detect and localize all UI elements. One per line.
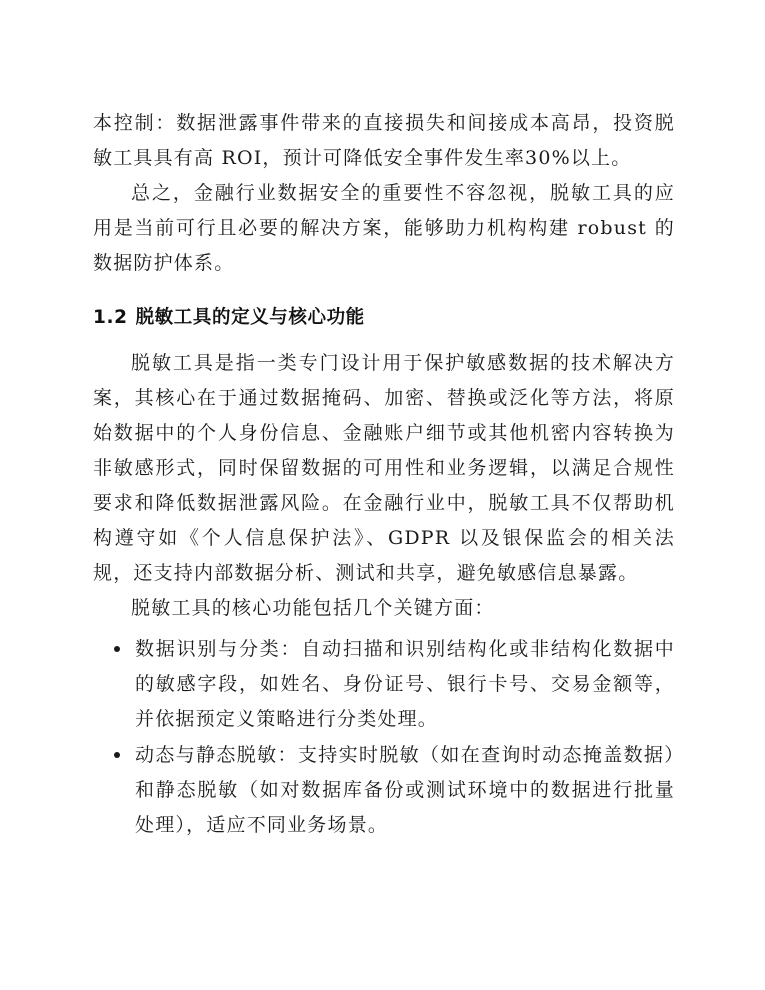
paragraph-core-functions-intro: 脱敏工具的核心功能包括几个关键方面： — [131, 597, 495, 619]
core-functions-list — [93, 632, 675, 843]
list-item — [93, 738, 675, 843]
paragraph-definition: 脱敏工具是指一类专门设计用于保护敏感数据的技术解决方案，其核心在于通过数据掩码、加密、替换或泛化等方法，将原始数据中的个人身份信息、金融账户细节或其他机密内容转换为非敏感形式，同时保留数据的可用性和业务逻辑，以满足合规性要求和降低数据泄露风险。在金融行业中，脱敏工具不仅帮助机构遵守如《个人信息保护法》、GDPR 以及银保监会的相关法规，还支持内部数据分析、测试和共享，避免敏感信息暴露。 — [93, 352, 675, 584]
section-heading-wrap — [93, 281, 675, 346]
bullet-dot-icon — [114, 752, 120, 758]
section-heading — [93, 300, 675, 335]
list-item — [93, 632, 675, 737]
bullet-dot-icon — [114, 646, 120, 652]
paragraph-conclusion: 总之，金融行业数据安全的重要性不容忽视，脱敏工具的应用是当前可行且必要的解决方案，能够助力机构构建 robust 的数据防护体系。 — [93, 182, 675, 274]
list-item-text: 数据识别与分类：自动扫描和识别结构化或非结构化数据中的敏感字段，如姓名、身份证号、银行卡号、交易金额等，并依据预定义策略进行分类处理。 — [135, 638, 675, 730]
document-page — [93, 106, 675, 844]
list-item-text: 动态与静态脱敏：支持实时脱敏（如在查询时动态掩盖数据）和静态脱敏（如对数据库备份或测试环境中的数据进行批量处理），适应不同业务场景。 — [135, 744, 675, 836]
paragraph-cost-control: 本控制：数据泄露事件带来的直接损失和间接成本高昂，投资脱敏工具具有高 ROI，预计可降低安全事件发生率30%以上。 — [93, 112, 675, 169]
section-title: 脱敏工具的定义与核心功能 — [135, 307, 365, 328]
section-number: 1.2 — [93, 307, 128, 328]
